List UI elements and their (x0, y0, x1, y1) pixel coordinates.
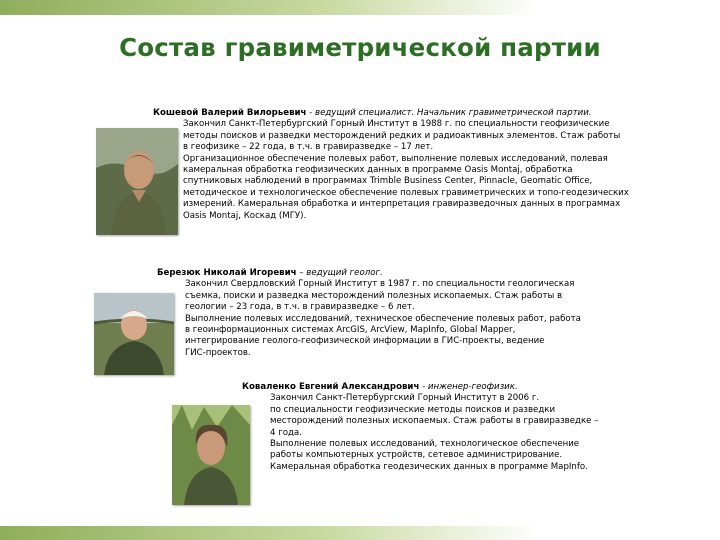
person-photo-kovalenko (172, 405, 250, 505)
person-photo-berezyuk (94, 293, 174, 375)
person-role: - ведущий специалист. Начальник гравиметрической партии. (306, 108, 592, 118)
slide-title: Состав гравиметрической партии (119, 33, 601, 62)
person-header (157, 268, 677, 279)
person-name: Березюк Николай Игоревич (157, 268, 297, 278)
person-role: - инженер-геофизик. (419, 382, 518, 392)
person-name: Кошевой Валерий Вилорьевич (153, 108, 307, 118)
person-bio: Закончил Санкт-Петербургский Горный Институт в 1988 г. по специальности геофизические методы поисков и разведки месторождений редких и радиоактивных элементов. Стаж работы в геофизике – 22 года, в т.ч. в гравиразведке – 17 лет. Организационное обеспечение полевых работ, выполнение полевых исследований, полевая камеральная обработка геофизических данных в программе Oasis Montaj, обработка спутниковых наблюдений в программах Trimble Business Center, Pinnacle, Geomatic Office, методическое и технологическое обеспечение полевых гравиметрических и топо-геодезических измерений. Камеральная обработка и интерпретация гравиразведочных данных в программах Oasis Montaj, Коскад (МГУ). (183, 119, 629, 221)
top-decor-bar (0, 0, 720, 15)
person-header (153, 108, 713, 119)
person-bio: Закончил Свердловский Горный Институт в 1987 г. по специальности геологическая съемка, поиски и разведка месторождений полезных ископаемых. Стаж работы в геологии – 23 года, в т.ч. в гравиразведке – 6 лет. Выполнение полевых исследований, техническое обеспечение полевых работ, работа в геоинформационных системах ArcGIS, ArcView, MapInfo, Global Mapper, интегрирование геолого-геофизической информации в ГИС-проекты, ведение ГИС-проектов. (185, 279, 581, 358)
person-name: Коваленко Евгений Александрович (242, 382, 420, 392)
person-entry-berezyuk (157, 268, 677, 359)
person-entry-kovalenko (242, 382, 682, 473)
person-photo-koshevoy (96, 128, 178, 235)
bottom-decor-bar (0, 526, 720, 540)
person-header (242, 382, 682, 393)
person-bio: Закончил Санкт-Петербургский Горный Институт в 2006 г. по специальности геофизические методы поисков и разведки месторождений полезных ископаемых. Стаж работы в гравиразведке – 4 года. Выполнение полевых исследований, технологическое обеспечение работы компьютерных устройств, сетевое администрирование. Камеральная обработка геодезических данных в программе MapInfo. (270, 393, 599, 472)
person-entry-koshevoy (153, 108, 713, 222)
person-role: – ведущий геолог. (296, 268, 383, 278)
